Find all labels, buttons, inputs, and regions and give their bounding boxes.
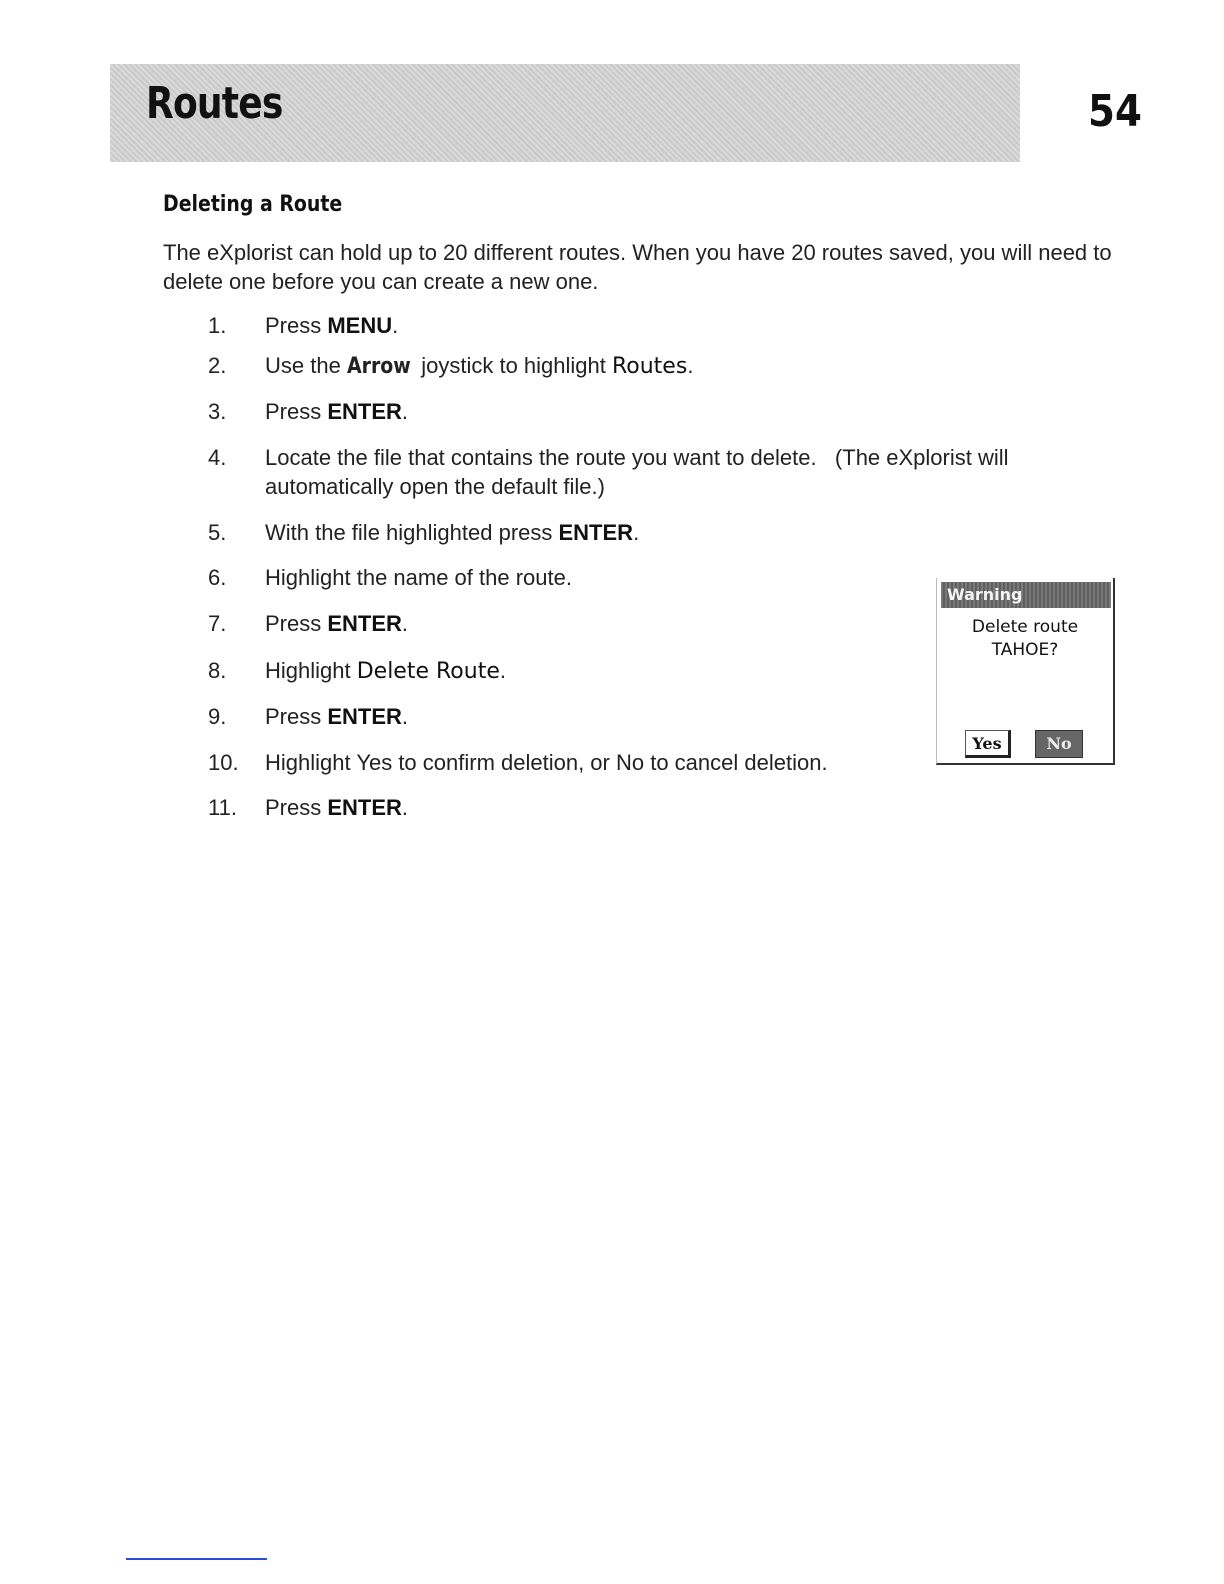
intro-paragraph: The eXplorist can hold up to 20 different routes. When you have 20 routes saved, you will need to delete one before you can create a new one. [163,240,1112,294]
step-text: Use the Arrow joystick to highlight Routes. [265,353,694,379]
dialog-titlebar [941,582,1111,608]
step-text: With the file highlighted press ENTER. [265,520,640,545]
no-button[interactable]: No [1035,730,1083,758]
step-number: 5. [208,520,227,545]
step-number: 4. [208,445,227,470]
keyword-delete-route: Delete Route [356,659,500,684]
step-number: 3. [208,399,227,424]
step-number: 10. [208,750,239,775]
section-title: Routes [146,78,283,129]
footer-rule [126,1558,267,1560]
keyword-arrow: Arrow [346,354,411,379]
dialog-title: Warning [947,585,1023,604]
warning-dialog-illustration [936,578,1115,765]
step-text-line: Locate the file that contains the route you want to delete. (The eXplorist will [265,445,1009,470]
dialog-message-line: TAHOE? [991,640,1059,660]
step-number: 2. [208,353,227,378]
keyword-enter: ENTER [327,611,402,636]
step-number: 9. [208,704,227,729]
step-text-line: automatically open the default file.) [265,474,605,499]
step-text: Press ENTER. [265,399,409,424]
keyword-enter: ENTER [327,704,402,729]
keyword-menu: MENU [327,313,393,338]
step-number: 11. [208,795,237,820]
step-number: 1. [208,313,227,338]
yes-button[interactable]: Yes [965,730,1011,758]
subheading: Deleting a Route [163,192,343,217]
step-number: 7. [208,611,227,636]
page-number: 54 [1088,86,1142,137]
keyword-enter: ENTER [327,399,402,424]
step-number: 6. [208,565,227,590]
step-text: Highlight Yes to confirm deletion, or No to cancel deletion. [265,750,828,775]
keyword-enter: ENTER [327,795,402,820]
step-text: Highlight the name of the route. [265,565,572,590]
step-text [265,443,1105,501]
step-text: Press ENTER. [265,704,409,729]
keyword-routes: Routes [611,354,688,379]
dialog-message [937,616,1113,662]
step-text: Press ENTER. [265,611,409,636]
dialog-message-line: Delete route [971,617,1079,637]
step-text: Press MENU. [265,313,399,338]
step-text: Highlight Delete Route. [265,658,506,684]
step-number: 8. [208,658,227,683]
step-text: Press ENTER. [265,795,409,820]
keyword-enter: ENTER [558,520,634,545]
